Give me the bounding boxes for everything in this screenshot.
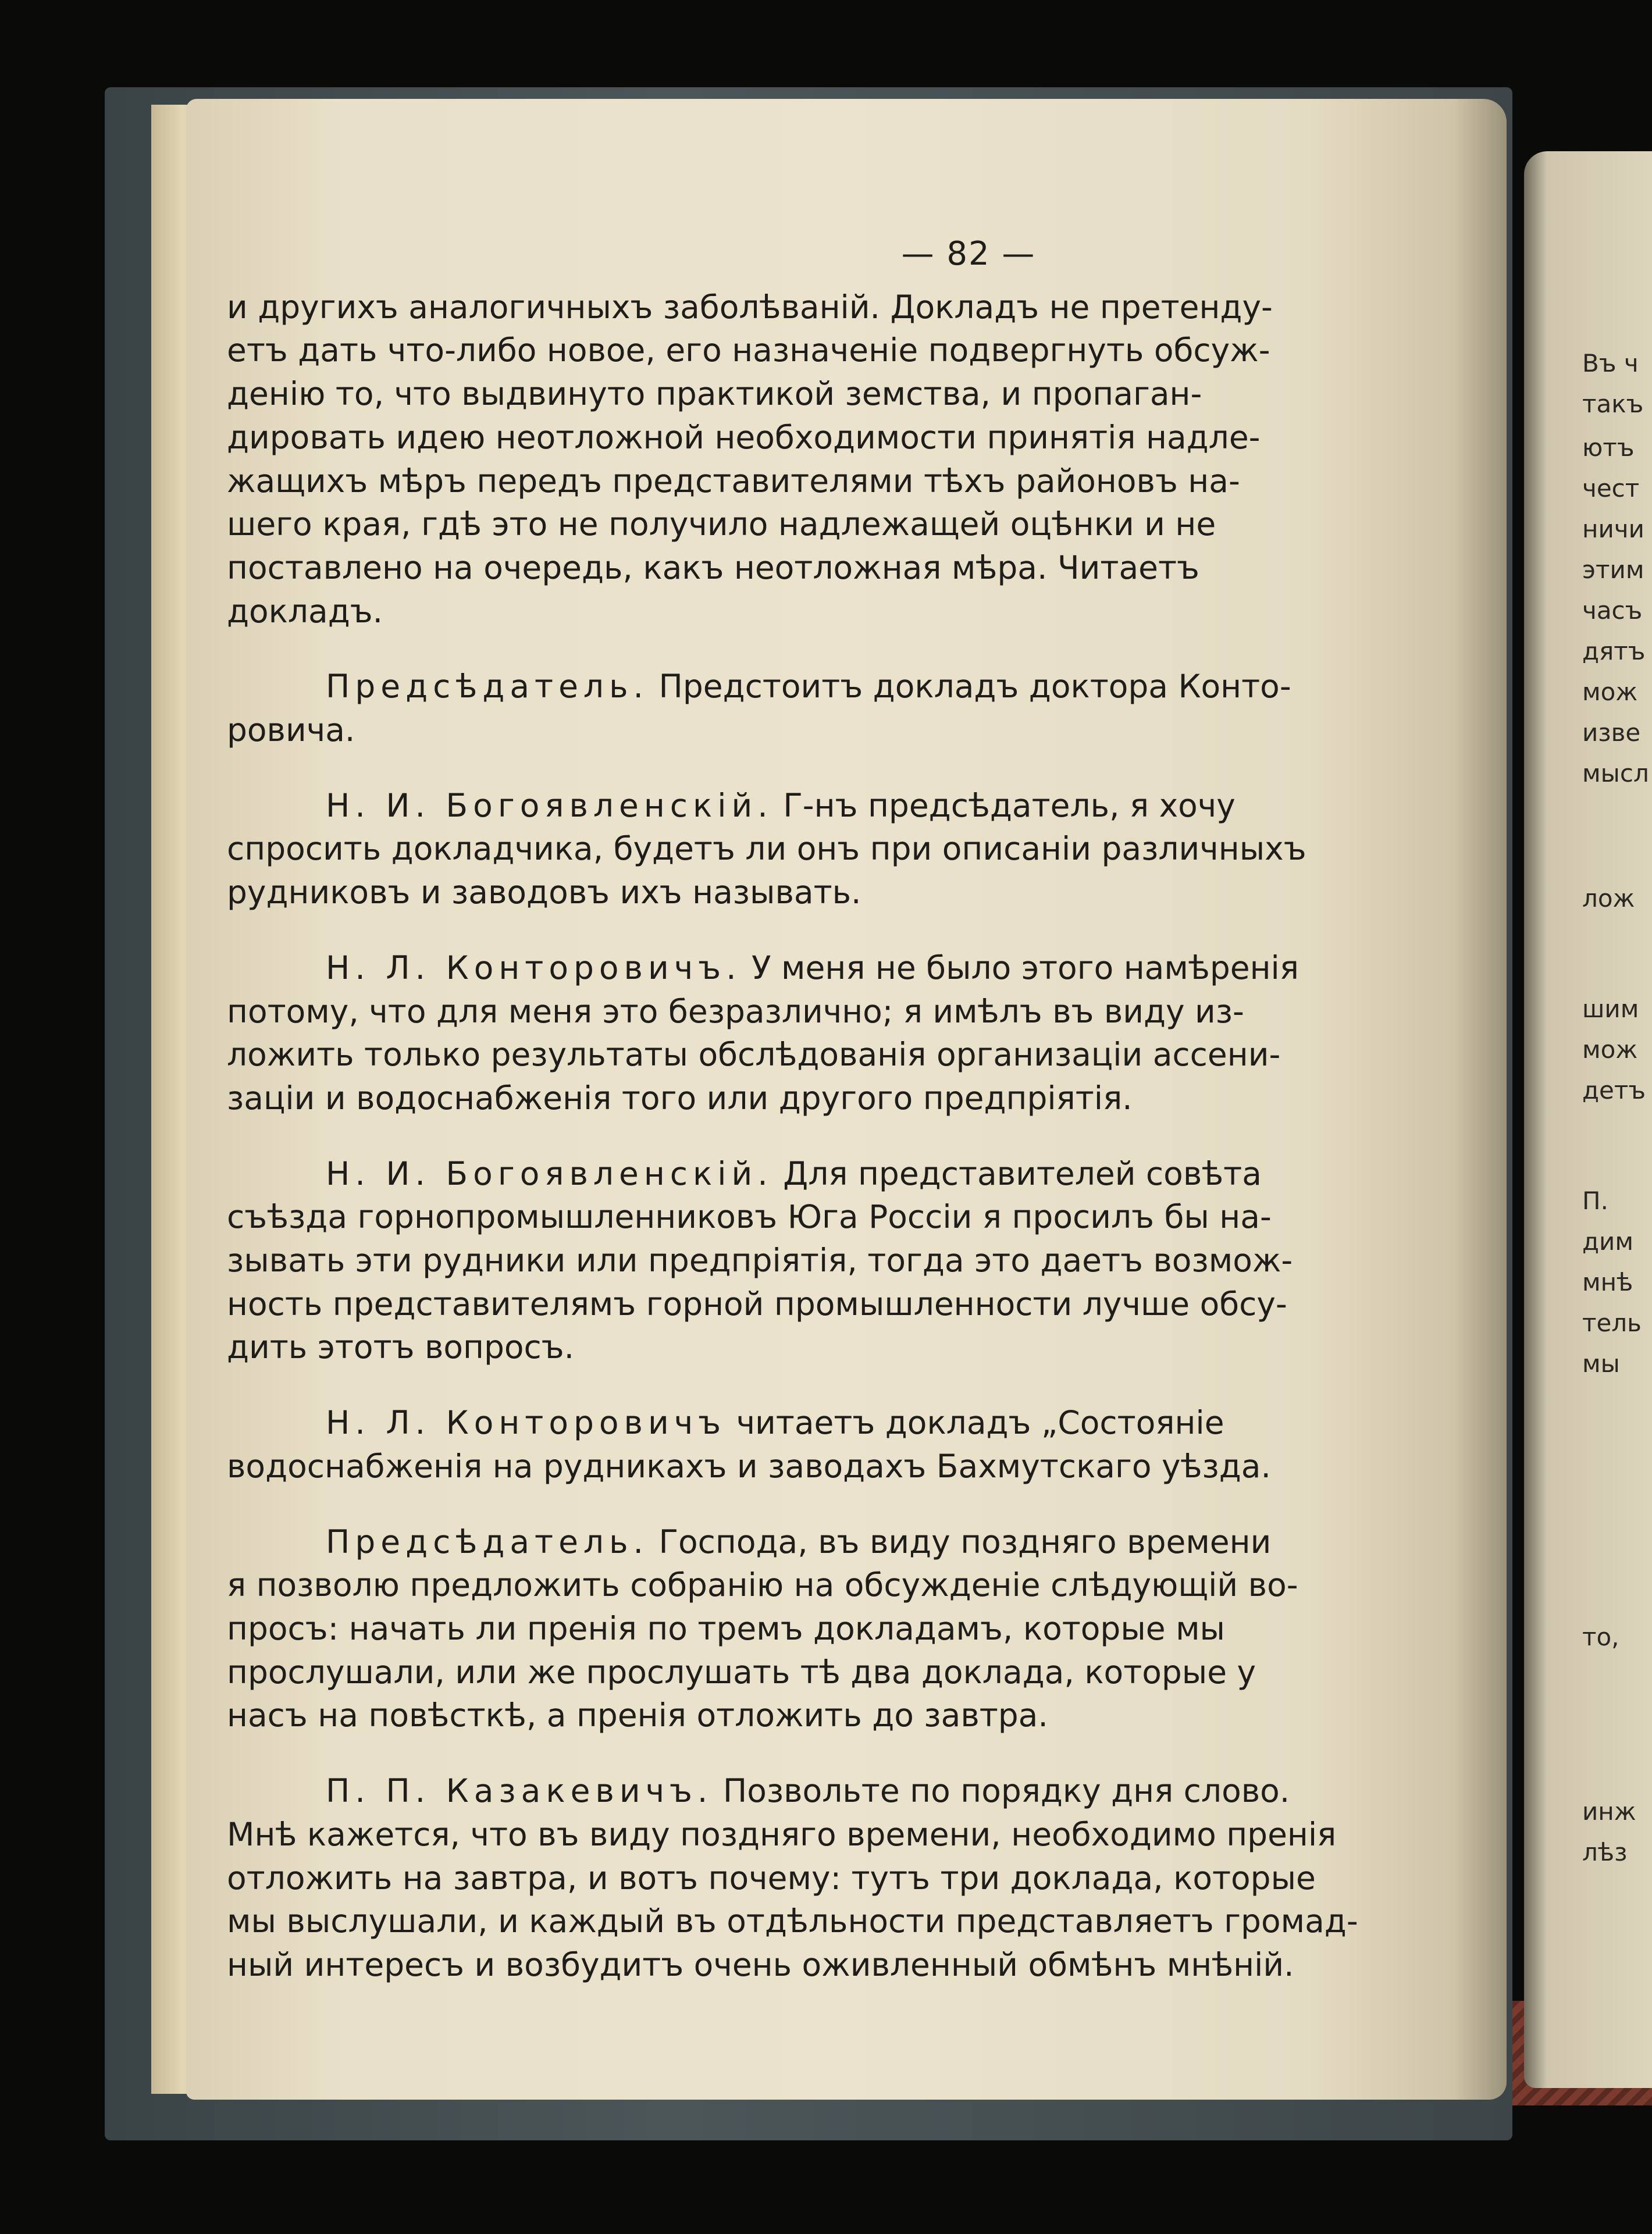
paragraph: [227, 286, 1512, 633]
text-line: прослушали, или же прослушать тѣ два доклада, которые у: [227, 1653, 1256, 1691]
page-number: — 82 —: [901, 235, 1036, 273]
text-line: жащихъ мѣръ передъ представителями тѣхъ районовъ на-: [227, 462, 1240, 500]
text-line: насъ на повѣсткѣ, а пренія отложить до завтра.: [227, 1697, 1048, 1734]
text-line: зывать эти рудники или предпріятія, тогда это даетъ возмож-: [227, 1242, 1293, 1280]
text-line: я позволю предложить собранію на обсужденіе слѣдующій во-: [227, 1566, 1298, 1604]
text-line: просъ: начать ли пренія по тремъ докладамъ, которые мы: [227, 1609, 1225, 1647]
paragraph: [227, 784, 1512, 914]
facing-page-fragment: мож: [1582, 678, 1638, 706]
facing-page-fragment: часъ: [1582, 596, 1643, 625]
facing-page-fragment: ютъ: [1582, 433, 1635, 462]
speaker-name: П. П. Казакевичъ.: [326, 1772, 713, 1810]
text-line: [227, 784, 1512, 828]
text-line: водоснабженія на рудникахъ и заводахъ Бахмутскаго уѣзда.: [227, 1447, 1271, 1485]
text-line: дировать идею неотложной необходимости принятія надле-: [227, 418, 1261, 456]
facing-page-fragment: этим: [1582, 555, 1644, 584]
text-line: дить этотъ вопросъ.: [227, 1328, 575, 1366]
facing-page-fragment: мысл: [1582, 759, 1649, 788]
facing-page-fragment: мнѣ: [1582, 1268, 1633, 1296]
text-line: денію то, что выдвинуто практикой земства, и пропаган-: [227, 375, 1202, 413]
facing-page-fragment: инж: [1582, 1797, 1636, 1826]
text-line: докладъ.: [227, 592, 383, 630]
line-text: читаетъ докладъ „Состояніе: [736, 1404, 1224, 1442]
facing-page-fragment: ничи: [1582, 515, 1644, 543]
facing-page-fragment: лѣз: [1582, 1838, 1628, 1866]
speaker-name: Н. Л. Конторовичъ: [326, 1404, 727, 1442]
text-line: [227, 1152, 1512, 1196]
text-line: [227, 1769, 1512, 1813]
text-line: заціи и водоснабженія того или другого предпріятія.: [227, 1079, 1133, 1117]
text-line: спросить докладчика, будетъ ли онъ при описаніи различныхъ: [227, 830, 1306, 868]
page-text: [227, 233, 1512, 1987]
line-text: У меня не было этого намѣренія: [752, 949, 1299, 986]
speaker-name: Н. И. Богоявленскій.: [326, 1155, 773, 1192]
text-line: ровича.: [227, 711, 355, 749]
text-line: ность представителямъ горной промышленности лучше обсу-: [227, 1285, 1287, 1323]
facing-page-fragment: дим: [1582, 1227, 1634, 1256]
line-text: Господа, въ виду поздняго времени: [658, 1523, 1272, 1560]
text-line: [227, 1520, 1512, 1564]
text-line: [227, 1401, 1512, 1445]
text-line: отложить на завтра, и вотъ почему: тутъ три доклада, которые: [227, 1859, 1316, 1897]
facing-page-fragment: изве: [1582, 718, 1641, 747]
paragraph: [227, 1520, 1512, 1738]
facing-page-fragment: тель: [1582, 1309, 1642, 1337]
line-text: Г-нъ предсѣдатель, я хочу: [783, 786, 1236, 824]
text-line: [227, 946, 1512, 990]
facing-page-fragment: то,: [1582, 1623, 1619, 1651]
line-text: Позвольте по порядку дня слово.: [722, 1772, 1290, 1810]
facing-page-fragment: П.: [1582, 1187, 1608, 1215]
speaker-name: Предсѣдатель.: [326, 668, 649, 706]
text-line: поставлено на очередь, какъ неотложная мѣра. Читаетъ: [227, 548, 1199, 586]
paragraph: [227, 665, 1512, 751]
speaker-name: Предсѣдатель.: [326, 1523, 649, 1560]
text-line: съѣзда горнопромышленниковъ Юга Россіи я просилъ бы на-: [227, 1198, 1272, 1236]
facing-page-fragment: чест: [1582, 474, 1640, 503]
text-line: ложить только результаты обслѣдованія организаціи ассени-: [227, 1036, 1281, 1074]
facing-page-fragment: Въ ч: [1582, 349, 1639, 377]
facing-page-fragment: лож: [1582, 884, 1635, 913]
line-text: Предстоитъ докладъ доктора Конто-: [658, 668, 1291, 706]
facing-page-fragment: шим: [1582, 995, 1639, 1023]
text-line: етъ дать что-либо новое, его назначеніе подвергнуть обсуж-: [227, 332, 1270, 369]
text-line: Мнѣ кажется, что въ виду поздняго времени, необходимо пренія: [227, 1815, 1337, 1853]
paragraph: [227, 1152, 1512, 1370]
text-line: потому, что для меня это безразлично; я имѣлъ въ виду из-: [227, 992, 1244, 1030]
speaker-name: Н. И. Богоявленскій.: [326, 786, 773, 824]
paragraph: [227, 1769, 1512, 1987]
facing-page-fragment: мож: [1582, 1035, 1638, 1064]
text-line: рудниковъ и заводовъ ихъ называть.: [227, 874, 861, 911]
line-text: Для представителей совѣта: [783, 1155, 1262, 1192]
facing-page-fragment: детъ: [1582, 1076, 1646, 1104]
facing-page-fragment: мы: [1582, 1349, 1620, 1378]
paragraph: [227, 946, 1512, 1120]
text-line: [227, 665, 1512, 708]
facing-page-fragment: такъ: [1582, 390, 1644, 418]
paragraph: [227, 1401, 1512, 1488]
text-line: мы выслушали, и каждый въ отдѣльности представляетъ громад-: [227, 1902, 1358, 1940]
text-line: ный интересъ и возбудитъ очень оживленный обмѣнъ мнѣній.: [227, 1946, 1294, 1983]
text-line: и другихъ аналогичныхъ заболѣваній. Докладъ не претенду-: [227, 288, 1273, 326]
text-line: шего края, гдѣ это не получило надлежащей оцѣнки и не: [227, 505, 1216, 543]
speaker-name: Н. Л. Конторовичъ.: [326, 949, 742, 986]
facing-page-fragment: дятъ: [1582, 637, 1646, 665]
